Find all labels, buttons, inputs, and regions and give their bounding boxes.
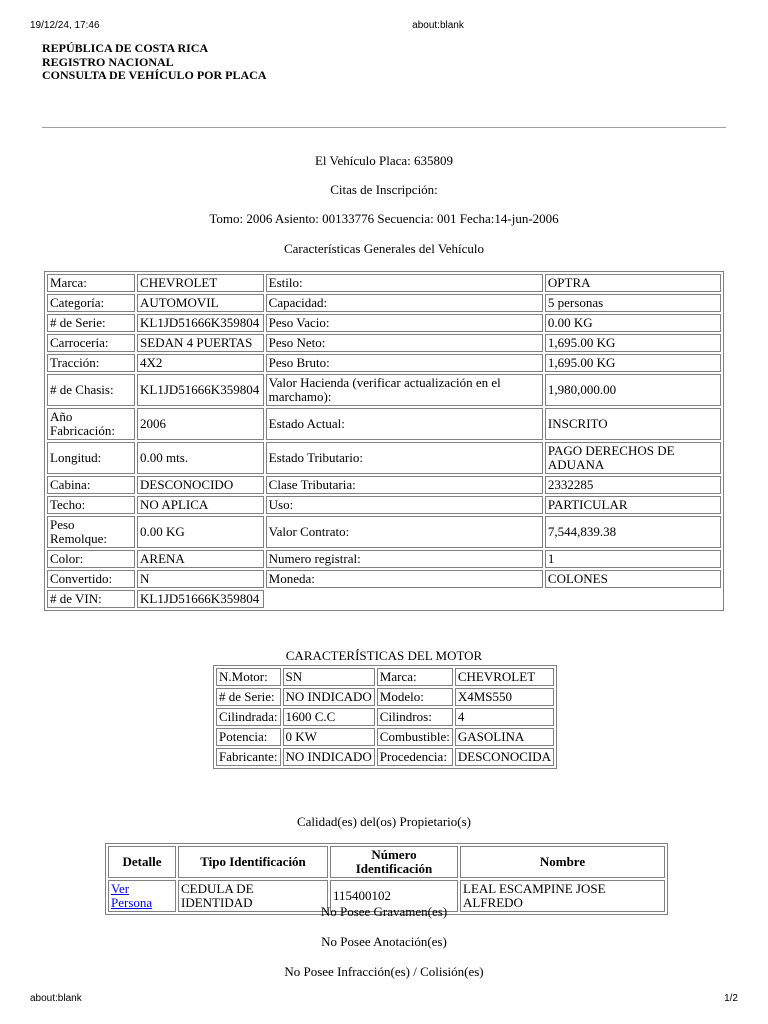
label-cell: Peso Bruto: xyxy=(266,354,543,372)
value-cell: INSCRITO xyxy=(545,408,721,440)
table-row xyxy=(47,516,721,548)
print-footer-url: about:blank xyxy=(30,993,82,1004)
label-cell: Peso Remolque: xyxy=(47,516,135,548)
label-cell: Peso Neto: xyxy=(266,334,543,352)
column-header: Nombre xyxy=(460,846,665,878)
motor-table xyxy=(213,665,557,769)
id-number-cell: 115400102 xyxy=(330,880,458,912)
value-cell: DESCONOCIDO xyxy=(137,476,264,494)
table-header-row xyxy=(108,846,665,878)
label-cell: # de Serie: xyxy=(216,688,281,706)
header-divider xyxy=(42,127,726,128)
value-cell: 0.00 mts. xyxy=(137,442,264,474)
value-cell: KL1JD51666K359804 xyxy=(137,374,264,406)
value-cell: PAGO DERECHOS DE ADUANA xyxy=(545,442,721,474)
label-cell: Valor Hacienda (verificar actualización en el marchamo): xyxy=(266,374,543,406)
table-row xyxy=(216,708,554,726)
heading-line-registry: REGISTRO NACIONAL xyxy=(42,54,174,69)
label-cell: Moneda: xyxy=(266,570,543,588)
label-cell: Estado Actual: xyxy=(266,408,543,440)
value-cell: GASOLINA xyxy=(455,728,554,746)
table-row xyxy=(47,354,721,372)
table-row xyxy=(47,294,721,312)
value-cell: 0.00 KG xyxy=(137,516,264,548)
value-cell: 0.00 KG xyxy=(545,314,721,332)
label-cell: Año Fabricación: xyxy=(47,408,135,440)
empty-cell xyxy=(266,590,721,608)
value-cell: NO INDICADO xyxy=(283,748,375,766)
table-row xyxy=(216,728,554,746)
value-cell: NO INDICADO xyxy=(283,688,375,706)
label-cell: Capacidad: xyxy=(266,294,543,312)
table-row xyxy=(216,748,554,766)
label-cell: Cabina: xyxy=(47,476,135,494)
citas-line: Tomo: 2006 Asiento: 00133776 Secuencia: 001 Fecha:14-jun-2006 xyxy=(209,211,559,226)
table-row xyxy=(47,570,721,588)
label-cell: Fabricante: xyxy=(216,748,281,766)
value-cell: COLONES xyxy=(545,570,721,588)
value-cell: 4X2 xyxy=(137,354,264,372)
label-cell: Marca: xyxy=(47,274,135,292)
label-cell: Color: xyxy=(47,550,135,568)
label-cell: Cilindros: xyxy=(377,708,453,726)
label-cell: Combustible: xyxy=(377,728,453,746)
vehicle-plate: El Vehículo Placa: 635809 xyxy=(314,153,454,168)
label-cell: Tracción: xyxy=(47,354,135,372)
note-infraccion: No Posee Infracción(es) / Colisión(es) xyxy=(284,964,484,979)
general-title: Características Generales del Vehículo xyxy=(283,241,485,256)
table-row xyxy=(47,550,721,568)
print-footer-page: 1/2 xyxy=(724,993,738,1004)
value-cell: PARTICULAR xyxy=(545,496,721,514)
label-cell: Potencia: xyxy=(216,728,281,746)
label-cell: Estilo: xyxy=(266,274,543,292)
value-cell: AUTOMOVIL xyxy=(137,294,264,312)
value-cell: 1,695.00 KG xyxy=(545,334,721,352)
motor-title: CARACTERÍSTICAS DEL MOTOR xyxy=(285,648,483,663)
value-cell: CHEVROLET xyxy=(137,274,264,292)
label-cell: Modelo: xyxy=(377,688,453,706)
table-row xyxy=(47,408,721,440)
owner-name-cell: LEAL ESCAMPINE JOSE ALFREDO xyxy=(460,880,665,912)
column-header: Detalle xyxy=(108,846,176,878)
table-row xyxy=(47,334,721,352)
label-cell: Techo: xyxy=(47,496,135,514)
note-gravamen: No Posee Gravamen(es) xyxy=(320,904,448,919)
label-cell: Longitud: xyxy=(47,442,135,474)
value-cell: 1600 C.C xyxy=(283,708,375,726)
value-cell: CHEVROLET xyxy=(455,668,554,686)
value-cell: N xyxy=(137,570,264,588)
value-cell: 7,544,839.38 xyxy=(545,516,721,548)
table-row xyxy=(47,590,721,608)
general-characteristics-table xyxy=(44,271,724,611)
heading-line-query: CONSULTA DE VEHÍCULO POR PLACA xyxy=(42,68,267,82)
value-cell: KL1JD51666K359804 xyxy=(137,590,264,608)
table-row xyxy=(47,442,721,474)
label-cell: Categoría: xyxy=(47,294,135,312)
label-cell: Carroceria: xyxy=(47,334,135,352)
label-cell: Peso Vacio: xyxy=(266,314,543,332)
table-row xyxy=(216,688,554,706)
value-cell: KL1JD51666K359804 xyxy=(137,314,264,332)
value-cell: NO APLICA xyxy=(137,496,264,514)
value-cell: 5 personas xyxy=(545,294,721,312)
label-cell: Convertido: xyxy=(47,570,135,588)
note-anotacion: No Posee Anotación(es) xyxy=(321,934,447,949)
label-cell: Cilindrada: xyxy=(216,708,281,726)
value-cell: OPTRA xyxy=(545,274,721,292)
label-cell: Valor Contrato: xyxy=(266,516,543,548)
value-cell: 1 xyxy=(545,550,721,568)
print-title: about:blank xyxy=(412,20,464,31)
value-cell: DESCONOCIDA xyxy=(455,748,554,766)
table-row xyxy=(47,374,721,406)
label-cell: Marca: xyxy=(377,668,453,686)
value-cell: 2006 xyxy=(137,408,264,440)
value-cell: X4MS550 xyxy=(455,688,554,706)
value-cell: SEDAN 4 PUERTAS xyxy=(137,334,264,352)
print-datetime: 19/12/24, 17:46 xyxy=(30,20,100,31)
value-cell: 1,980,000.00 xyxy=(545,374,721,406)
value-cell: SN xyxy=(283,668,375,686)
value-cell: 4 xyxy=(455,708,554,726)
owners-title: Calidad(es) del(os) Propietario(s) xyxy=(296,814,471,829)
label-cell: Procedencia: xyxy=(377,748,453,766)
column-header: Tipo Identificación xyxy=(178,846,328,878)
label-cell: Uso: xyxy=(266,496,543,514)
value-cell: ARENA xyxy=(137,550,264,568)
id-type-cell: CEDULA DE IDENTIDAD xyxy=(178,880,328,912)
citas-label: Citas de Inscripción: xyxy=(330,182,438,197)
table-row xyxy=(47,476,721,494)
table-row xyxy=(47,274,721,292)
heading-line-country: REPÚBLICA DE COSTA RICA xyxy=(42,41,209,55)
table-row xyxy=(216,668,554,686)
label-cell: # de Serie: xyxy=(47,314,135,332)
label-cell: Estado Tributario: xyxy=(266,442,543,474)
table-row xyxy=(47,314,721,332)
label-cell: Numero registral: xyxy=(266,550,543,568)
column-header: Número Identificación xyxy=(330,846,458,878)
value-cell: 0 KW xyxy=(283,728,375,746)
label-cell: # de VIN: xyxy=(47,590,135,608)
table-row xyxy=(47,496,721,514)
value-cell: 2332285 xyxy=(545,476,721,494)
label-cell: Clase Tributaria: xyxy=(266,476,543,494)
label-cell: N.Motor: xyxy=(216,668,281,686)
ver-persona-link[interactable]: Ver Persona xyxy=(111,881,153,910)
label-cell: # de Chasis: xyxy=(47,374,135,406)
report-heading xyxy=(42,42,266,83)
value-cell: 1,695.00 KG xyxy=(545,354,721,372)
